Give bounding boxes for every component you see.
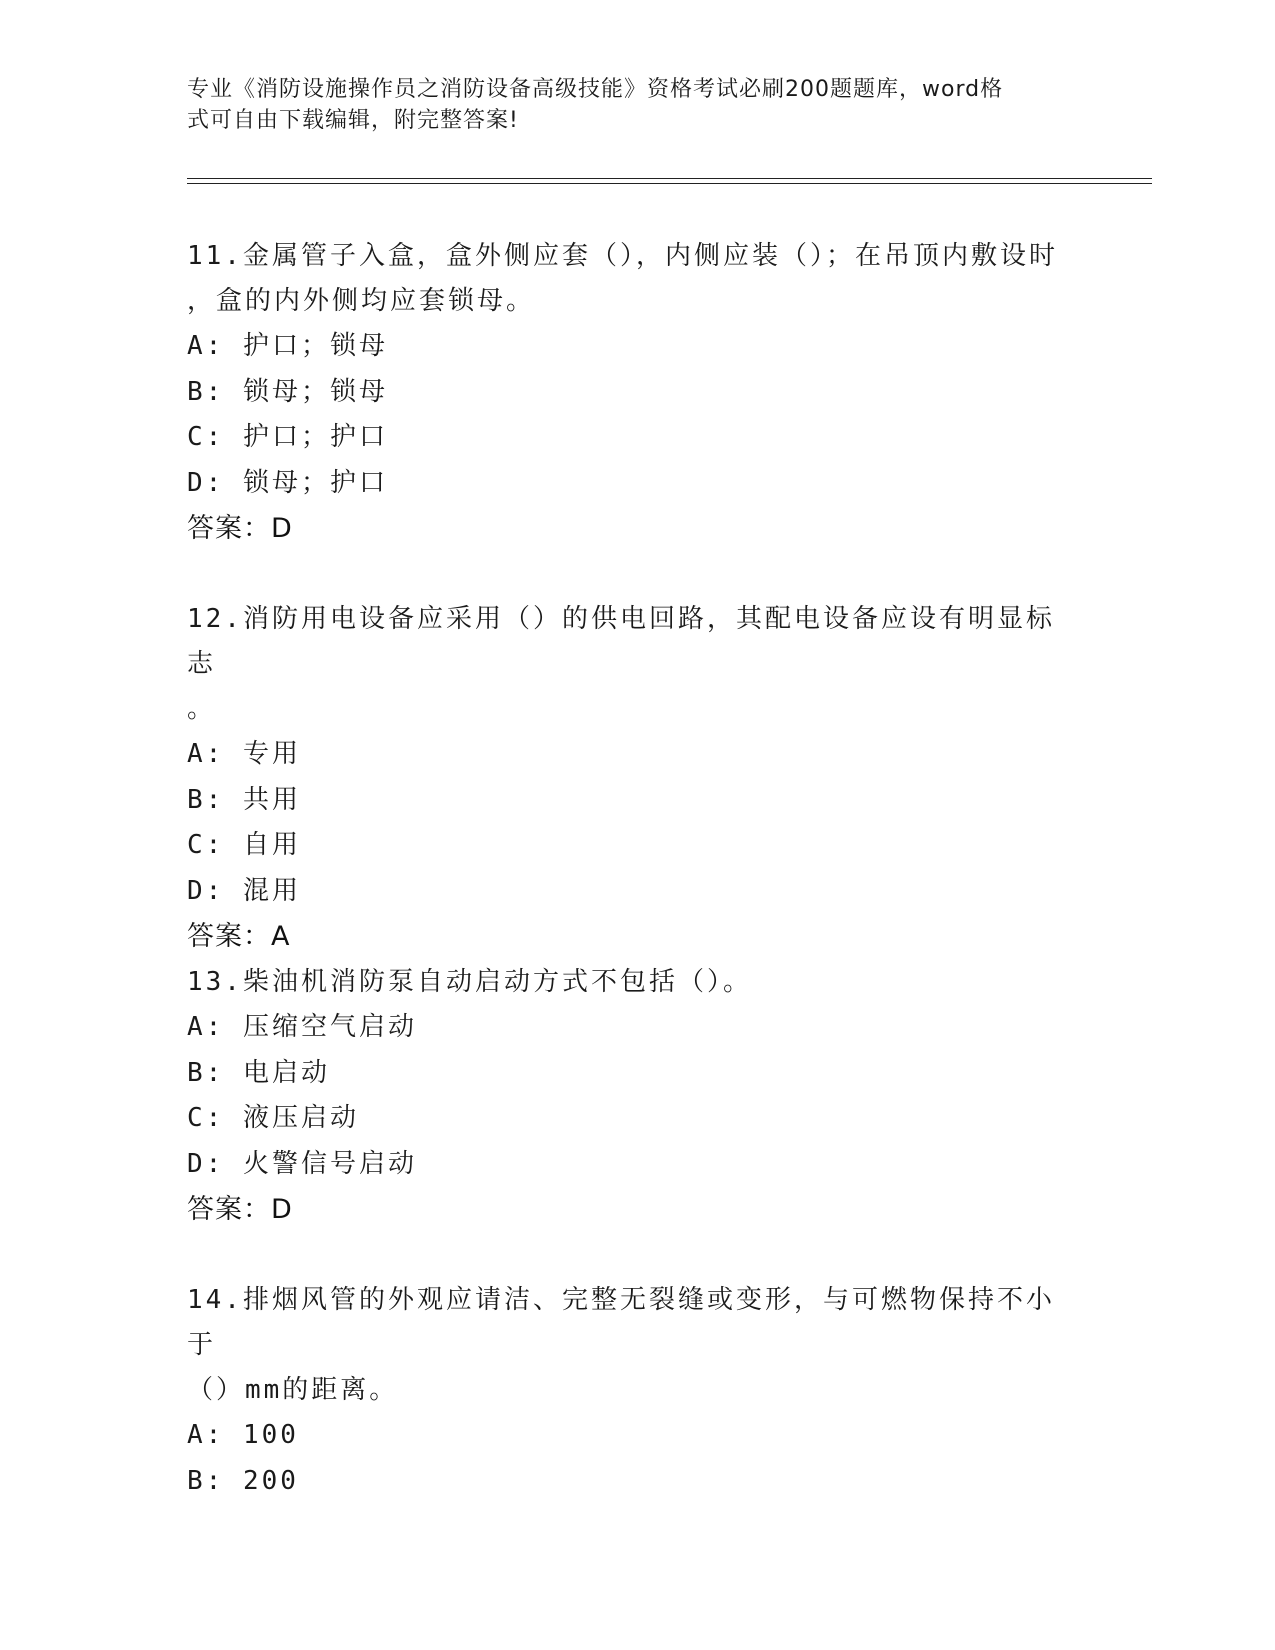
question-text-line: （）mm的距离。: [187, 1375, 399, 1405]
option-b: B: 电启动: [187, 1057, 330, 1088]
option-d: D: 混用: [187, 875, 301, 906]
option-a: A: 专用: [187, 739, 301, 769]
question-11: [187, 234, 1077, 552]
answer-line: 答案：D: [187, 1194, 293, 1225]
question-text-line: 。: [187, 694, 217, 724]
option-a: A: 护口；锁母: [187, 331, 388, 361]
question-text-line: 13.柴油机消防泵自动启动方式不包括（）。: [187, 967, 752, 997]
question-12: [187, 597, 1077, 960]
option-a: A: 100: [187, 1420, 299, 1450]
option-b: B: 锁母；锁母: [187, 376, 388, 407]
option-d: D: 锁母；护口: [187, 467, 388, 498]
option-c: C: 自用: [187, 830, 301, 860]
question-14: [187, 1278, 1077, 1504]
option-c: C: 液压启动: [187, 1103, 359, 1133]
option-a: A: 压缩空气启动: [187, 1012, 417, 1042]
option-b: B: 200: [187, 1465, 299, 1496]
option-d: D: 火警信号启动: [187, 1148, 417, 1179]
option-b: B: 共用: [187, 784, 301, 815]
document-header: [187, 74, 1067, 136]
question-text-line: 11.金属管子入盒，盒外侧应套（），内侧应装（）；在吊顶内敷设时: [187, 241, 1058, 271]
question-text-line: ，盒的内外侧均应套锁母。: [187, 286, 536, 316]
answer-line: 答案：A: [187, 921, 291, 952]
option-c: C: 护口；护口: [187, 422, 388, 452]
question-text-line: 12.消防用电设备应采用（）的供电回路，其配电设备应设有明显标志: [187, 604, 1055, 679]
header-divider-bottom: [187, 183, 1152, 184]
header-line-2: 式可自由下载编辑，附完整答案!: [187, 108, 519, 133]
answer-line: 答案：D: [187, 513, 293, 544]
question-13: [187, 960, 1077, 1233]
header-line-1: 专业《消防设施操作员之消防设备高级技能》资格考试必刷200题题库，word格: [187, 77, 1004, 102]
question-text-line: 14.排烟风管的外观应请洁、完整无裂缝或变形，与可燃物保持不小于: [187, 1285, 1055, 1360]
header-divider-top: [187, 178, 1152, 179]
